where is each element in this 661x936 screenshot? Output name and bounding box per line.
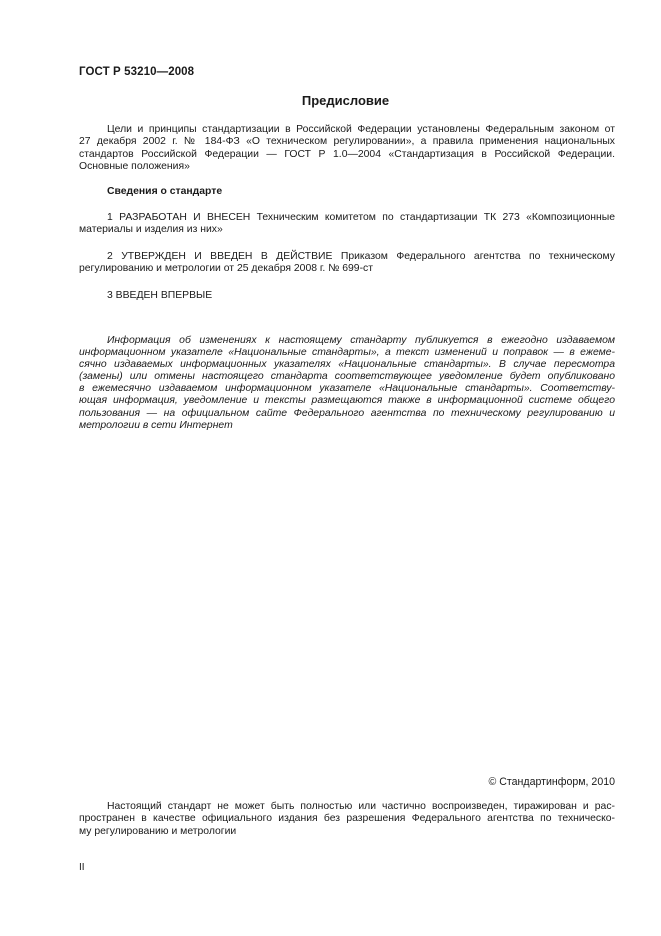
page-title: Предисловие xyxy=(301,93,390,108)
intro-line: Цели и принципы стандартизации в Российской Федерации установлены Федеральным законом от xyxy=(107,124,615,135)
notice-line: (замены) или отмены настоящего стандарта соответствующее уведомление будет опубликовано xyxy=(79,371,615,383)
intro-line: 27 декабря 2002 г. № 184-ФЗ «О техническом регулировании», а правила применения национальных xyxy=(79,136,615,148)
copyright-notice: © Стандартинформ, 2010 xyxy=(488,776,615,788)
standard-info-heading: Сведения о стандарте xyxy=(107,186,223,197)
notice-paragraph xyxy=(79,335,615,432)
notice-line: метрологии в сети Интернет xyxy=(79,419,233,431)
reproduction-paragraph xyxy=(79,801,615,838)
info-item-line: материалы и изделия из них» xyxy=(79,224,223,236)
info-item-2 xyxy=(79,251,615,276)
notice-line: в ежемесячно издаваемом информационном указателе «Национальные стандарты». Соответству- xyxy=(79,383,615,395)
intro-paragraph xyxy=(79,124,615,174)
reproduction-line: Настоящий стандарт не может быть полностью или частично воспроизведен, тиражирован и рас- xyxy=(107,801,615,812)
notice-line: информационном указателе «Национальные стандарты», а текст изменений и поправок — в ежеме- xyxy=(79,347,615,359)
notice-line: пользования — на официальном сайте Федерального агентства по техническому регулированию и xyxy=(79,407,615,419)
intro-line: Основные положения» xyxy=(79,161,190,173)
info-item-line: 1 РАЗРАБОТАН И ВНЕСЕН Техническим комитетом по стандартизации ТК 273 «Композиционные xyxy=(107,212,615,223)
reproduction-line: пространен в качестве официального издания без разрешения Федерального агентства по техническо- xyxy=(79,813,615,825)
info-item-line: 3 ВВЕДЕН ВПЕРВЫЕ xyxy=(107,290,213,301)
info-item-line: 2 УТВЕРЖДЕН И ВВЕДЕН В ДЕЙСТВИЕ Приказом Федерального агентства по техническому xyxy=(107,251,615,262)
notice-line: Информация об изменениях к настоящему стандарту публикуется в ежегодно издаваемом xyxy=(107,335,615,346)
intro-line: стандартов Российской Федерации — ГОСТ Р 1.0—2004 «Стандартизация в Российской Федерации. xyxy=(79,148,615,160)
notice-line: ющая информация, уведомление и тексты размещаются также в информационной системе общего xyxy=(79,395,615,407)
page-number: II xyxy=(79,862,85,873)
reproduction-line: му регулированию и метрологии xyxy=(79,825,237,837)
info-item-3 xyxy=(79,290,615,302)
info-item-1 xyxy=(79,212,615,237)
standard-code: ГОСТ Р 53210—2008 xyxy=(79,66,195,78)
info-item-line: регулированию и метрологии от 25 декабря 2008 г. № 699-ст xyxy=(79,263,373,275)
notice-line: сячно издаваемых информационных указателях «Национальные стандарты». В случае пересмотра xyxy=(79,359,615,371)
